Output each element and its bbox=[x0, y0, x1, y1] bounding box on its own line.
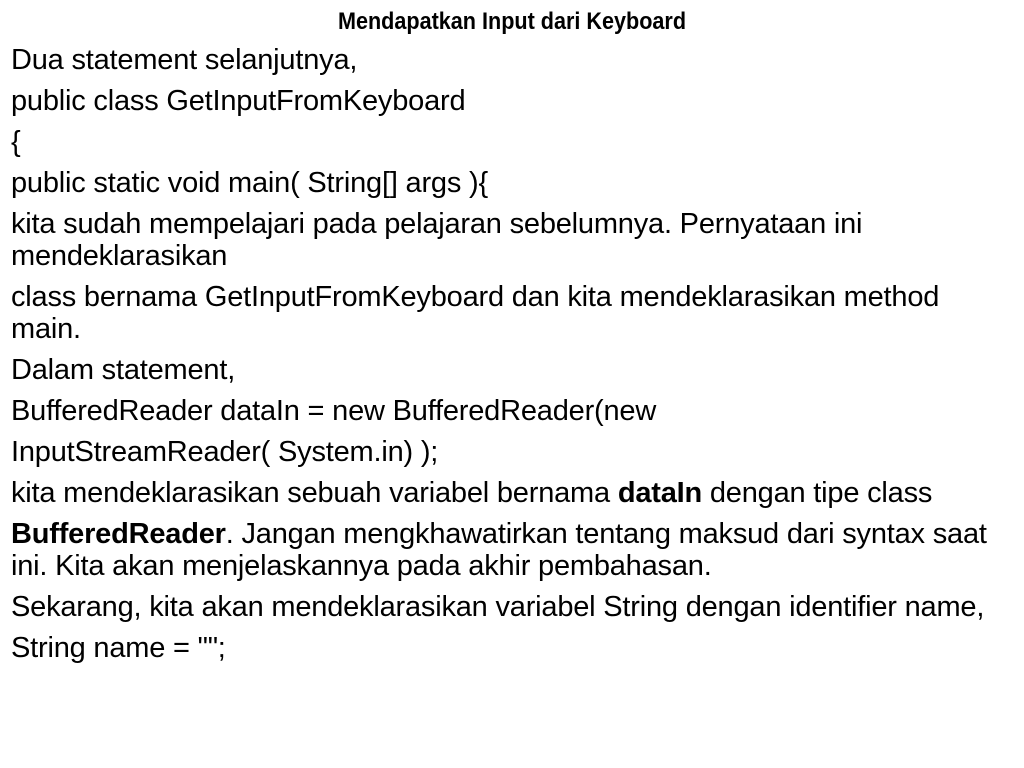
paragraph-statement-intro: Dalam statement, bbox=[11, 354, 236, 386]
text-segment: dengan tipe class bbox=[702, 477, 933, 509]
bold-term-bufferedreader: BufferedReader bbox=[11, 518, 226, 550]
text-segment: . Jangan mengkhawatirkan tentang maksud dari syntax saat ini. Kita akan menjelaskannya pada akhir pembahasan. bbox=[11, 518, 995, 582]
code-line-bufferedreader: BufferedReader dataIn = new BufferedReader(new bbox=[11, 395, 657, 427]
code-line-string-name: String name = ""; bbox=[11, 632, 226, 664]
text-segment: kita mendeklarasikan sebuah variabel bernama bbox=[11, 477, 618, 509]
code-line-open-brace: { bbox=[11, 126, 21, 158]
slide-body bbox=[11, 44, 1011, 673]
paragraph-intro: Dua statement selanjutnya, bbox=[11, 44, 358, 76]
paragraph-explanation-previous: kita sudah mempelajari pada pelajaran sebelumnya. Pernyataan ini mendeklarasikan bbox=[11, 208, 871, 272]
code-line-main-method: public static void main( String[] args ){ bbox=[11, 167, 488, 199]
paragraph-datain-explanation bbox=[11, 477, 1011, 509]
bold-term-datain: dataIn bbox=[617, 477, 703, 509]
paragraph-explanation-class: class bernama GetInputFromKeyboard dan kita mendeklarasikan method main. bbox=[11, 281, 948, 345]
code-line-class-declaration: public class GetInputFromKeyboard bbox=[11, 85, 466, 117]
paragraph-bufferedreader-explanation bbox=[11, 518, 1011, 582]
slide-title: Mendapatkan Input dari Keyboard bbox=[337, 8, 687, 35]
code-line-inputstreamreader: InputStreamReader( System.in) ); bbox=[11, 436, 439, 468]
paragraph-string-variable: Sekarang, kita akan mendeklarasikan variabel String dengan identifier name, bbox=[11, 591, 985, 623]
